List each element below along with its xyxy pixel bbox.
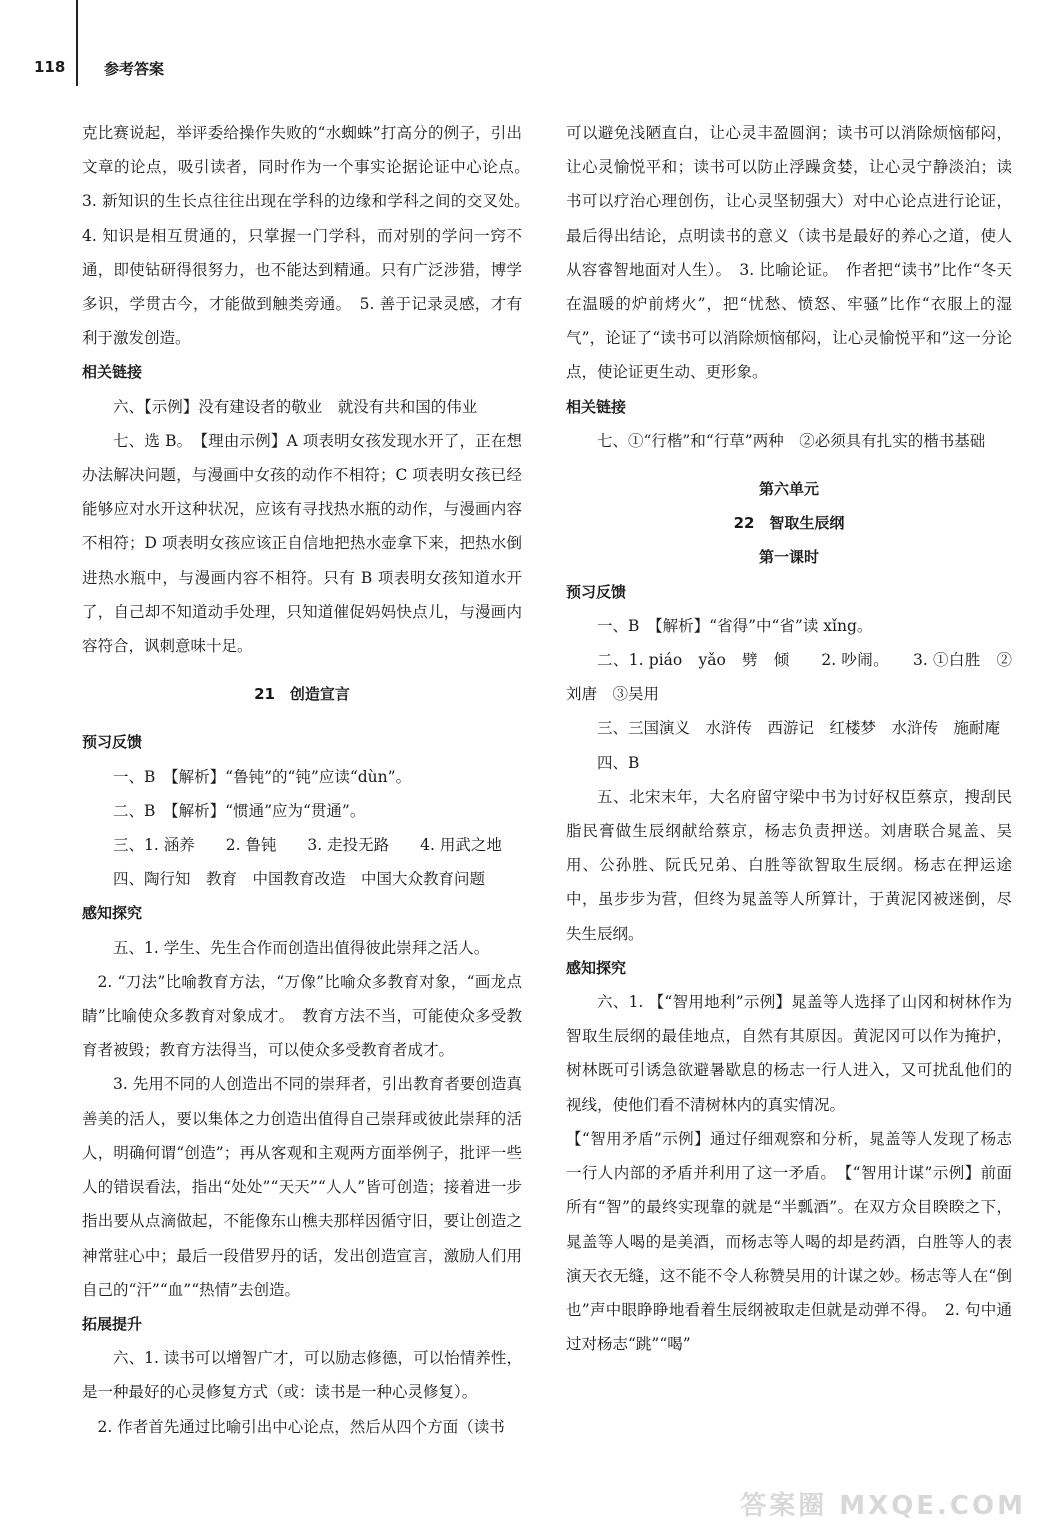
left-column (82, 116, 538, 1444)
paragraph: 一、B 【解析】“鲁钝”的“钝”应读“dùn”。 (113, 767, 412, 786)
paragraph: 二、1. piáo yǎo 劈 倾 2. 吵闹。 3. ①白胜 ②刘唐 ③吴用 (566, 651, 1012, 704)
paragraph: 三、1. 涵养 2. 鲁钝 3. 走投无路 4. 用武之地 (113, 836, 502, 855)
section-heading: 拓展提升 (82, 1314, 143, 1333)
lesson-title: 21 创造宣言 (254, 685, 350, 704)
paragraph: 3. 先用不同的人创造出不同的崇拜者，引出教育者要创造真善美的活人，要以集体之力创造出值得自己崇拜或彼此崇拜的活人，明确何谓“创造”；再从客观和主观两方面举例子，批评一些人的错误看法，指出“处处”“天天”“人人”皆可创造；接着进一步指出要从点滴做起，不能像东山樵夫那样因循守旧，要让创造之神常驻心中；最后一段借罗丹的话，发出创造宣言，激励人们用自己的“汗”“血”“热情”去创造。 (82, 1075, 522, 1299)
paragraph: 六、【示例】没有建设者的敬业 就没有共和国的伟业 (113, 397, 478, 416)
page-number: 118 (34, 58, 66, 76)
lesson-period: 第一课时 (758, 548, 819, 567)
paragraph: 五、北宋末年，大名府留守梁中书为讨好权臣蔡京，搜刮民脂民膏做生辰纲献给蔡京，杨志负责押送。刘唐联合晁盖、吴用、公孙胜、阮氏兄弟、白胜等欲智取生辰纲。杨志在押运途中，虽步步为营，但终为晁盖等人所算计，于黄泥冈被迷倒，尽失生辰纲。 (566, 787, 1012, 943)
section-heading: 感知探究 (566, 958, 627, 977)
paragraph: 二、B 【解析】“惯通”应为“贯通”。 (113, 801, 366, 820)
section-heading: 预习反馈 (566, 582, 627, 601)
paragraph: 可以避免浅陋直白，让心灵丰盈圆润；读书可以消除烦恼郁闷，让心灵愉悦平和；读书可以防止浮躁贪婪，让心灵宁静淡泊；读书可以疗治心理创伤，让心灵坚韧强大）对中心论点进行论证，最后得出结论，点明读书的意义（读书是最好的养心之道，使人从容睿智地面对人生）。 3. 比喻论证。 作者把“读书”比作“冬天在温暖的炉前烤火”，把“忧愁、愤怒、牢骚”比作“衣服上的湿气”，论证了“读书可以消除烦恼郁闷，让心灵愉悦平和”这一分论点，使论证更生动、更形象。 (566, 124, 1012, 382)
paragraph: 克比赛说起，举评委给操作失败的“水蜘蛛”打高分的例子，引出文章的论点，吸引读者，同时作为一个事实论据论证中心论点。 3. 新知识的生长点往往出现在学科的边缘和学科之间的交叉处。 4. 知识是相互贯通的，只掌握一门学科，而对别的学问一窍不通，即使钻研得很努力，也不能达到精通。只有广泛涉猎，博学多识，学贯古今，才能做到触类旁通。 5. 善于记录灵感，才有利于激发创造。 (82, 124, 538, 348)
paragraph: 七、①“行楷”和“行草”两种 ②必须具有扎实的楷书基础 (597, 431, 986, 450)
paragraph: 六、1. 读书可以增智广才，可以励志修德，可以怡情养性，是一种最好的心灵修复方式（或：读书是一种心灵修复）。 (82, 1349, 522, 1402)
section-heading: 相关链接 (82, 363, 143, 382)
unit-title: 第六单元 (758, 480, 819, 499)
paragraph: 四、陶行知 教育 中国教育改造 中国大众教育问题 (113, 870, 486, 889)
section-heading: 感知探究 (82, 904, 143, 923)
paragraph: 2. “刀法”比喻教育方法，“万像”比喻众多教育对象，“画龙点睛”比喻使众多教育对象成才。 教育方法不当，可能使众多受教育者被毁；教育方法得当，可以使众多受教育者成才。 (82, 972, 522, 1060)
watermark-logo: 答案圈 MXQE.COM (740, 1491, 1026, 1521)
page-header-title: 参考答案 (104, 60, 165, 78)
paragraph: 2. 作者首先通过比喻引出中心论点，然后从四个方面（读书 (97, 1417, 505, 1436)
paragraph: 五、1. 学生、先生合作而创造出值得彼此崇拜之活人。 (113, 938, 490, 957)
lesson-title: 22 智取生辰纲 (733, 514, 845, 533)
header-rule (76, 0, 78, 86)
paragraph: 四、B (597, 753, 640, 772)
right-column (566, 116, 1012, 1361)
section-heading: 相关链接 (566, 397, 627, 416)
paragraph: 【“智用矛盾”示例】通过仔细观察和分析，晁盖等人发现了杨志一行人内部的矛盾并利用了这一矛盾。 【“智用计谋”示例】前面所有“智”的最终实现靠的就是“半瓢酒”。在双方众目睽睽之下，晁盖等人喝的是美酒，而杨志等人喝的却是药酒，白胜等人的表演天衣无缝，这不能不令人称赞吴用的计谋之妙。杨志等人在“倒也”声中眼睁睁地看着生辰纲被取走但就是动弹不得。 2. 句中通过对杨志“跳”“喝” (566, 1129, 1012, 1354)
paragraph: 七、选 B。 【理由示例】A 项表明女孩发现水开了，正在想办法解决问题，与漫画中女孩的动作不相符；C 项表明女孩已经能够应对水开这种状况，应该有寻找热水瓶的动作，与漫画内容不相符；D 项表明女孩应该正自信地把热水壶拿下来，把热水倒进热水瓶中，与漫画内容不相符。只有 B 项表明女孩知道水开了，自己却不知道动手处理，只知道催促妈妈快点儿，与漫画内容符合，讽刺意味十足。 (82, 431, 522, 656)
paragraph: 六、1. 【“智用地利”示例】晁盖等人选择了山冈和树林作为智取生辰纲的最佳地点，自然有其原因。黄泥冈可以作为掩护，树林既可引诱急欲避暑歇息的杨志一行人进入，又可扰乱他们的视线，使他们看不清树林内的真实情况。 (566, 993, 1012, 1114)
paragraph: 一、B 【解析】“省得”中“省”读 xǐng。 (597, 616, 873, 635)
paragraph: 三、三国演义 水浒传 西游记 红楼梦 水浒传 施耐庵 (597, 719, 1001, 738)
section-heading: 预习反馈 (82, 733, 143, 752)
